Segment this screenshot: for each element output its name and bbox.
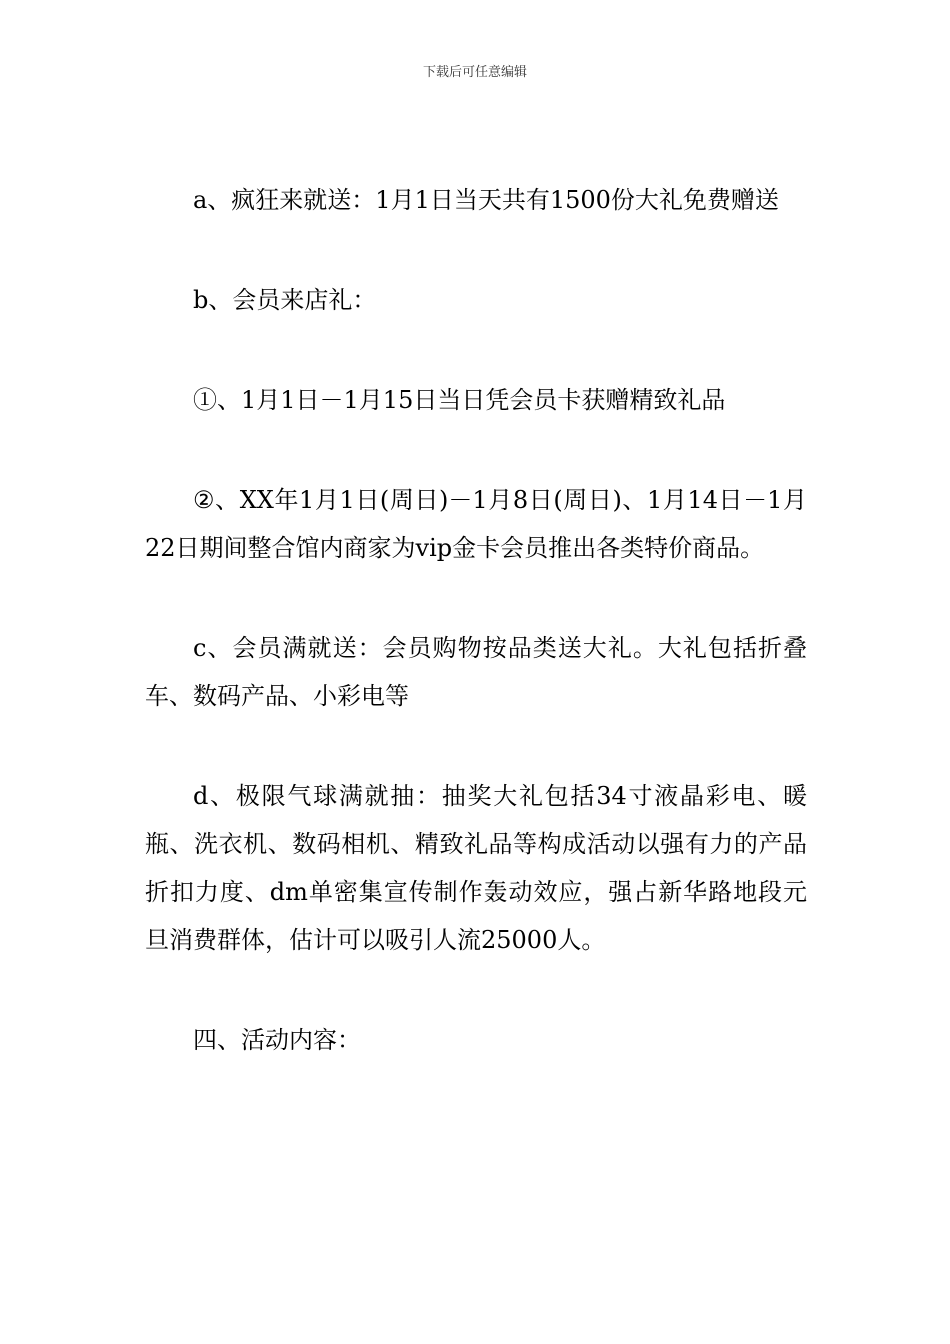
section-heading-activity-content: 四、活动内容：: [193, 1026, 361, 1054]
paragraph-member-purchase-gift: c、会员满就送：会员购物按品类送大礼。大礼包括折叠车、数码产品、小彩电等: [145, 634, 807, 710]
paragraph-balloon-lottery: d、极限气球满就抽：抽奖大礼包括34寸液晶彩电、暖瓶、洗衣机、数码相机、精致礼品等构成活动以强有力的产品折扣力度、dm单密集宣传制作轰动效应，强占新华路地段元旦消费群体，估计可以吸引人流25000人。: [145, 782, 807, 954]
document-body: [145, 176, 807, 1116]
page-header-note: 下载后可任意编辑: [422, 65, 527, 80]
paragraph-member-store-gift: b、会员来店礼：: [193, 286, 377, 314]
paragraph-member-card-gift: ①、1月1日－1月15日当日凭会员卡获赠精致礼品: [193, 386, 726, 414]
paragraph-gift-giveaway: a、疯狂来就送：1月1日当天共有1500份大礼免费赠送: [193, 186, 779, 214]
paragraph-vip-special-offer: ②、XX年1月1日(周日)－1月8日(周日)、1月14日－1月22日期间整合馆内商家为vip金卡会员推出各类特价商品。: [145, 486, 807, 562]
